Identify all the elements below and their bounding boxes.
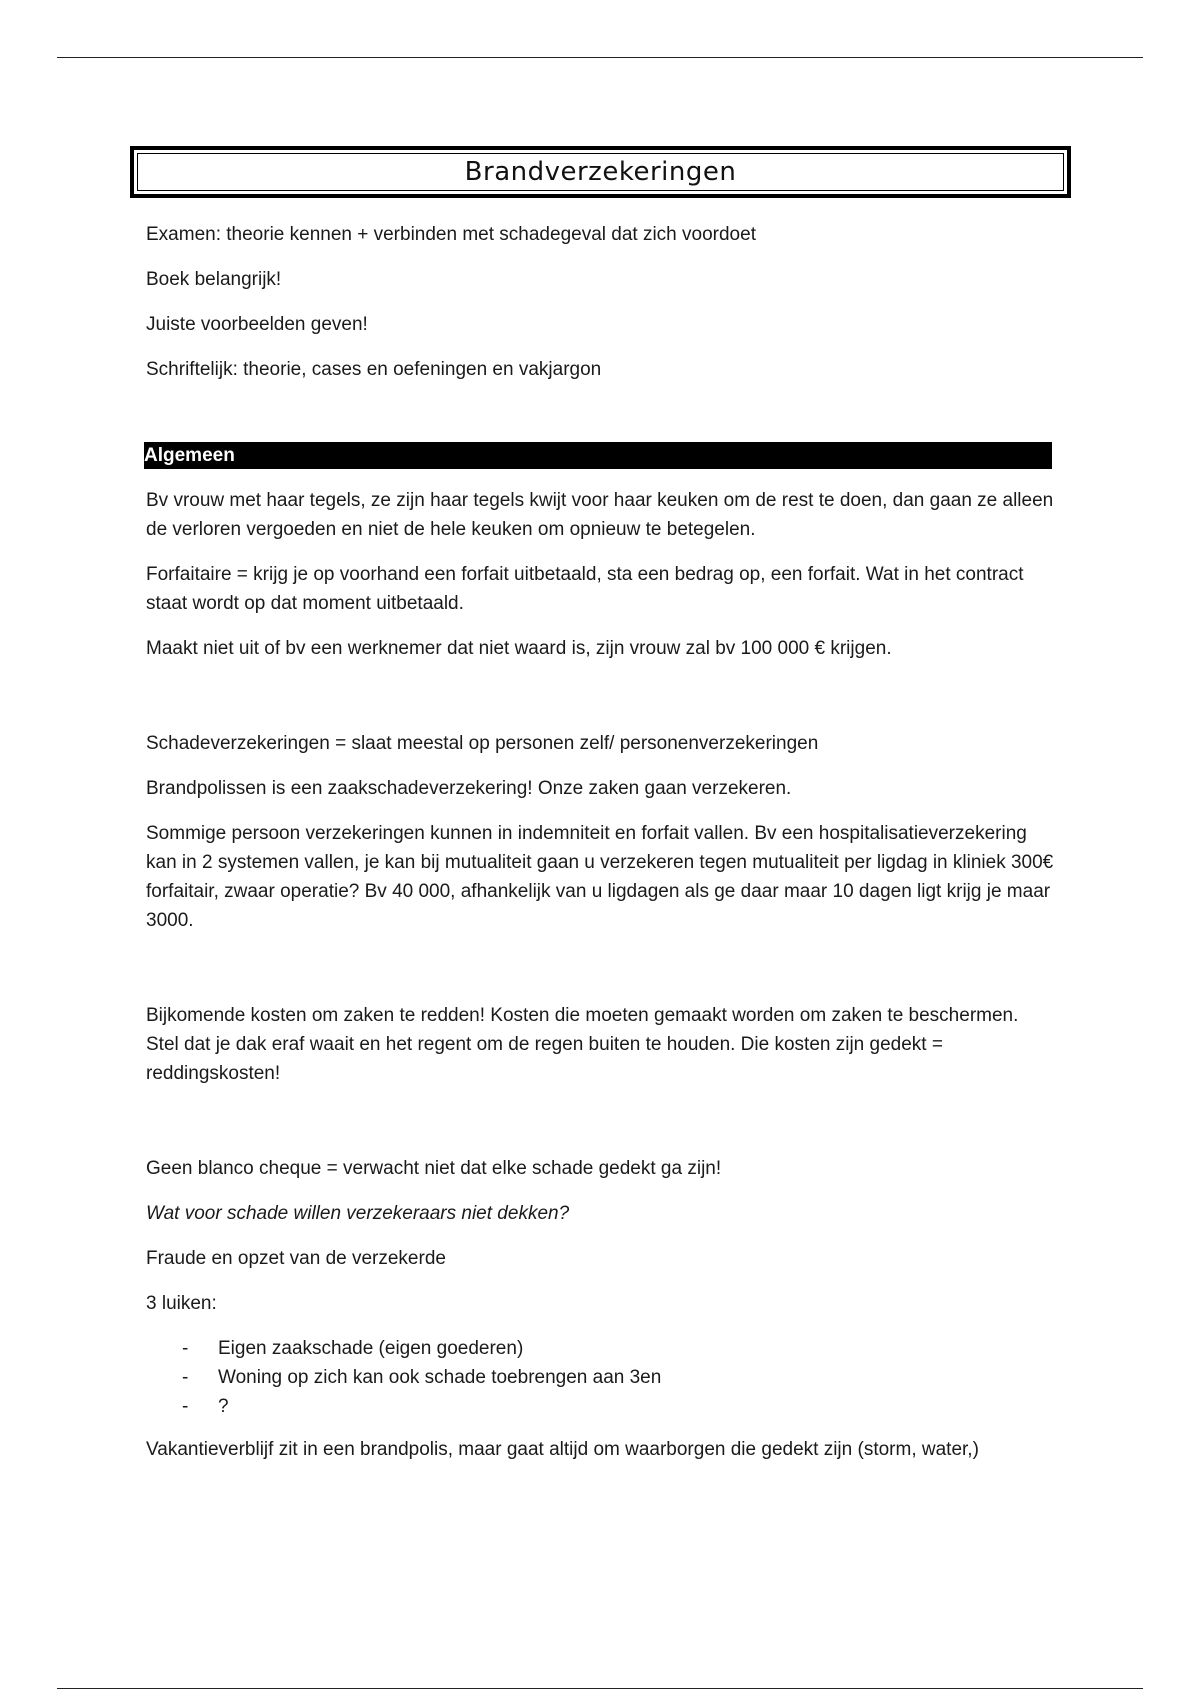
section-heading-algemeen: Algemeen xyxy=(144,442,1052,469)
page-title: Brandverzekeringen xyxy=(137,153,1064,191)
body-paragraph: Geen blanco cheque = verwacht niet dat elke schade gedekt ga zijn! xyxy=(146,1158,722,1179)
body-paragraph: Schadeverzekeringen = slaat meestal op personen zelf/ personenverzekeringen xyxy=(146,733,819,754)
paragraph-spacer xyxy=(146,1104,1056,1154)
list-dash: - xyxy=(182,1396,189,1417)
list-item-text: Woning op zich kan ook schade toebrengen aan 3en xyxy=(218,1367,662,1388)
body-paragraph: Sommige persoon verzekeringen kunnen in indemniteit en forfait vallen. Bv een hospitalisatieverzekering kan in 2 systemen vallen, je kan bij mutualiteit gaan u verzekeren tegen mutualiteit per ligdag in kliniek 300€ forfaitair, zwaar operatie? Bv 40 000, afhankelijk van u ligdagen als ge daar maar 10 dagen ligt krijg je maar 3000. xyxy=(146,823,1054,931)
body-paragraph: Brandpolissen is een zaakschadeverzekering! Onze zaken gaan verzekeren. xyxy=(146,778,792,799)
list-item xyxy=(146,1392,1056,1421)
question-paragraph: Wat voor schade willen verzekeraars niet dekken? xyxy=(146,1203,570,1224)
intro-paragraph: Juiste voorbeelden geven! xyxy=(146,314,368,335)
header-rule xyxy=(57,57,1143,58)
body-paragraph: Vakantieverblijf zit in een brandpolis, maar gaat altijd om waarborgen die gedekt zijn (storm, water,) xyxy=(146,1439,979,1460)
body-paragraph: Forfaitaire = krijg je op voorhand een forfait uitbetaald, sta een bedrag op, een forfait. Wat in het contract staat wordt op dat moment uitbetaald. xyxy=(146,564,1024,614)
paragraph-spacer xyxy=(146,951,1056,1001)
intro-paragraph: Boek belangrijk! xyxy=(146,269,282,290)
list-item xyxy=(146,1363,1056,1392)
footer-rule xyxy=(57,1688,1143,1689)
list-item xyxy=(146,1334,1056,1363)
body-paragraph: 3 luiken: xyxy=(146,1293,217,1314)
list-item-text: Eigen zaakschade (eigen goederen) xyxy=(218,1338,524,1359)
intro-paragraph: Examen: theorie kennen + verbinden met schadegeval dat zich voordoet xyxy=(146,224,756,245)
paragraph-spacer xyxy=(146,679,1056,729)
title-box xyxy=(130,146,1071,198)
list-dash: - xyxy=(182,1367,189,1388)
intro-paragraph: Schriftelijk: theorie, cases en oefeningen en vakjargon xyxy=(146,359,602,380)
list-dash: - xyxy=(182,1338,189,1359)
body-paragraph: Bijkomende kosten om zaken te redden! Kosten die moeten gemaakt worden om zaken te beschermen. Stel dat je dak eraf waait en het regent om de regen buiten te houden. Die kosten zijn gedekt = reddingskosten! xyxy=(146,1005,1019,1084)
body-paragraph: Maakt niet uit of bv een werknemer dat niet waard is, zijn vrouw zal bv 100 000 € krijgen. xyxy=(146,638,892,659)
body-paragraph: Bv vrouw met haar tegels, ze zijn haar tegels kwijt voor haar keuken om de rest te doen, dan gaan ze alleen de verloren vergoeden en niet de hele keuken om opnieuw te betegelen. xyxy=(146,490,1054,540)
luiken-list xyxy=(146,1334,1056,1421)
list-item-text: ? xyxy=(218,1396,229,1417)
document-body xyxy=(146,220,1056,1480)
body-paragraph: Fraude en opzet van de verzekerde xyxy=(146,1248,446,1269)
